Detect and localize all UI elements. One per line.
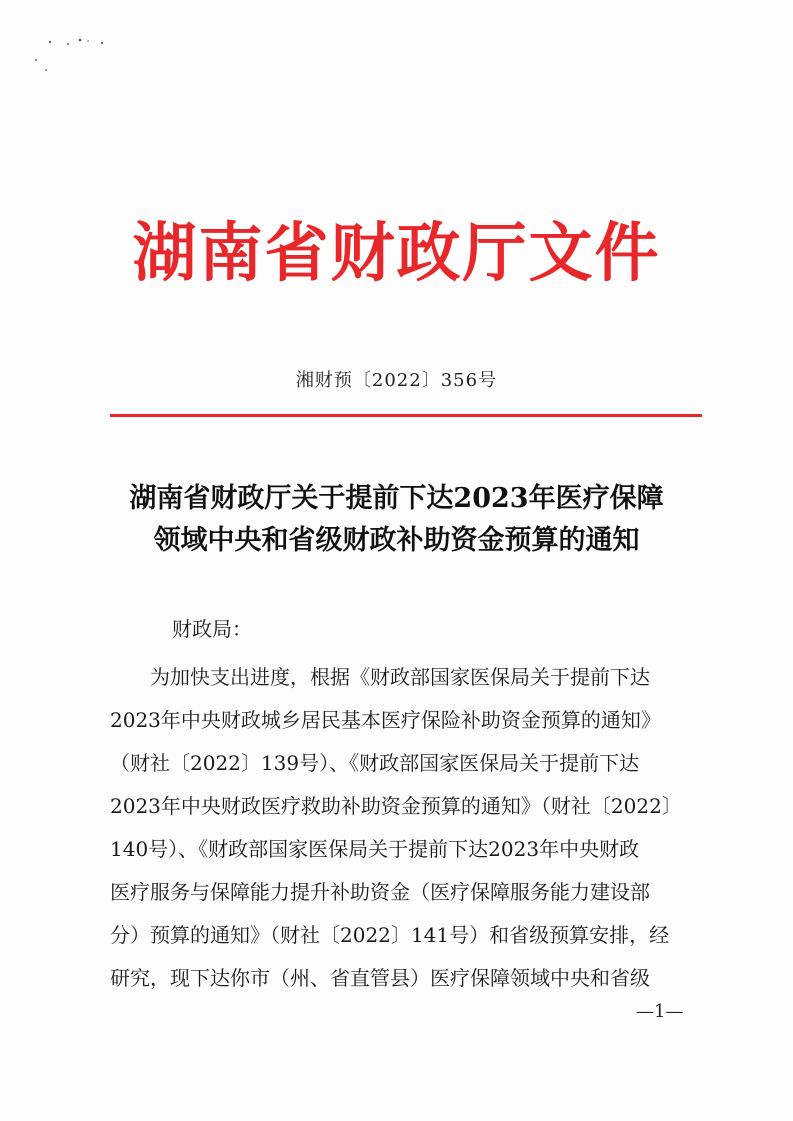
body-line: 2023年中央财政医疗救助补助资金预算的通知》（财社〔2022〕 bbox=[110, 794, 682, 818]
red-divider-line bbox=[110, 414, 702, 417]
notice-title-line-1: 湖南省财政厅关于提前下达2023年医疗保障 bbox=[129, 483, 664, 514]
scan-specks-decoration bbox=[30, 30, 120, 80]
notice-title-line-2: 领域中央和省级财政补助资金预算的通知 bbox=[153, 525, 640, 556]
document-number: 湘财预〔2022〕356号 bbox=[295, 370, 498, 391]
body-line: 140号）、《财政部国家医保局关于提前下达2023年中央财政 bbox=[110, 837, 640, 861]
notice-title bbox=[60, 478, 733, 562]
body-line: 医疗服务与保障能力提升补助资金（医疗保障服务能力建设部 bbox=[110, 880, 650, 904]
body-line: （财社〔2022〕139号）、《财政部国家医保局关于提前下达 bbox=[110, 751, 640, 775]
page-number: —1— bbox=[636, 1001, 684, 1022]
body-line: 研究，现下达你市（州、省直管县）医疗保障领域中央和省级 bbox=[110, 966, 650, 990]
body-line: 分）预算的通知》（财社〔2022〕141号）和省级预算安排，经 bbox=[110, 923, 670, 947]
body-line: 2023年中央财政城乡居民基本医疗保险补助资金预算的通知》 bbox=[110, 708, 661, 732]
body-line: 为加快支出进度，根据《财政部国家医保局关于提前下达 bbox=[150, 665, 650, 689]
addressee-line: 财政局： bbox=[172, 617, 252, 641]
agency-header-title: 湖南省财政厅文件 bbox=[132, 217, 661, 291]
notice-body bbox=[110, 656, 700, 1000]
